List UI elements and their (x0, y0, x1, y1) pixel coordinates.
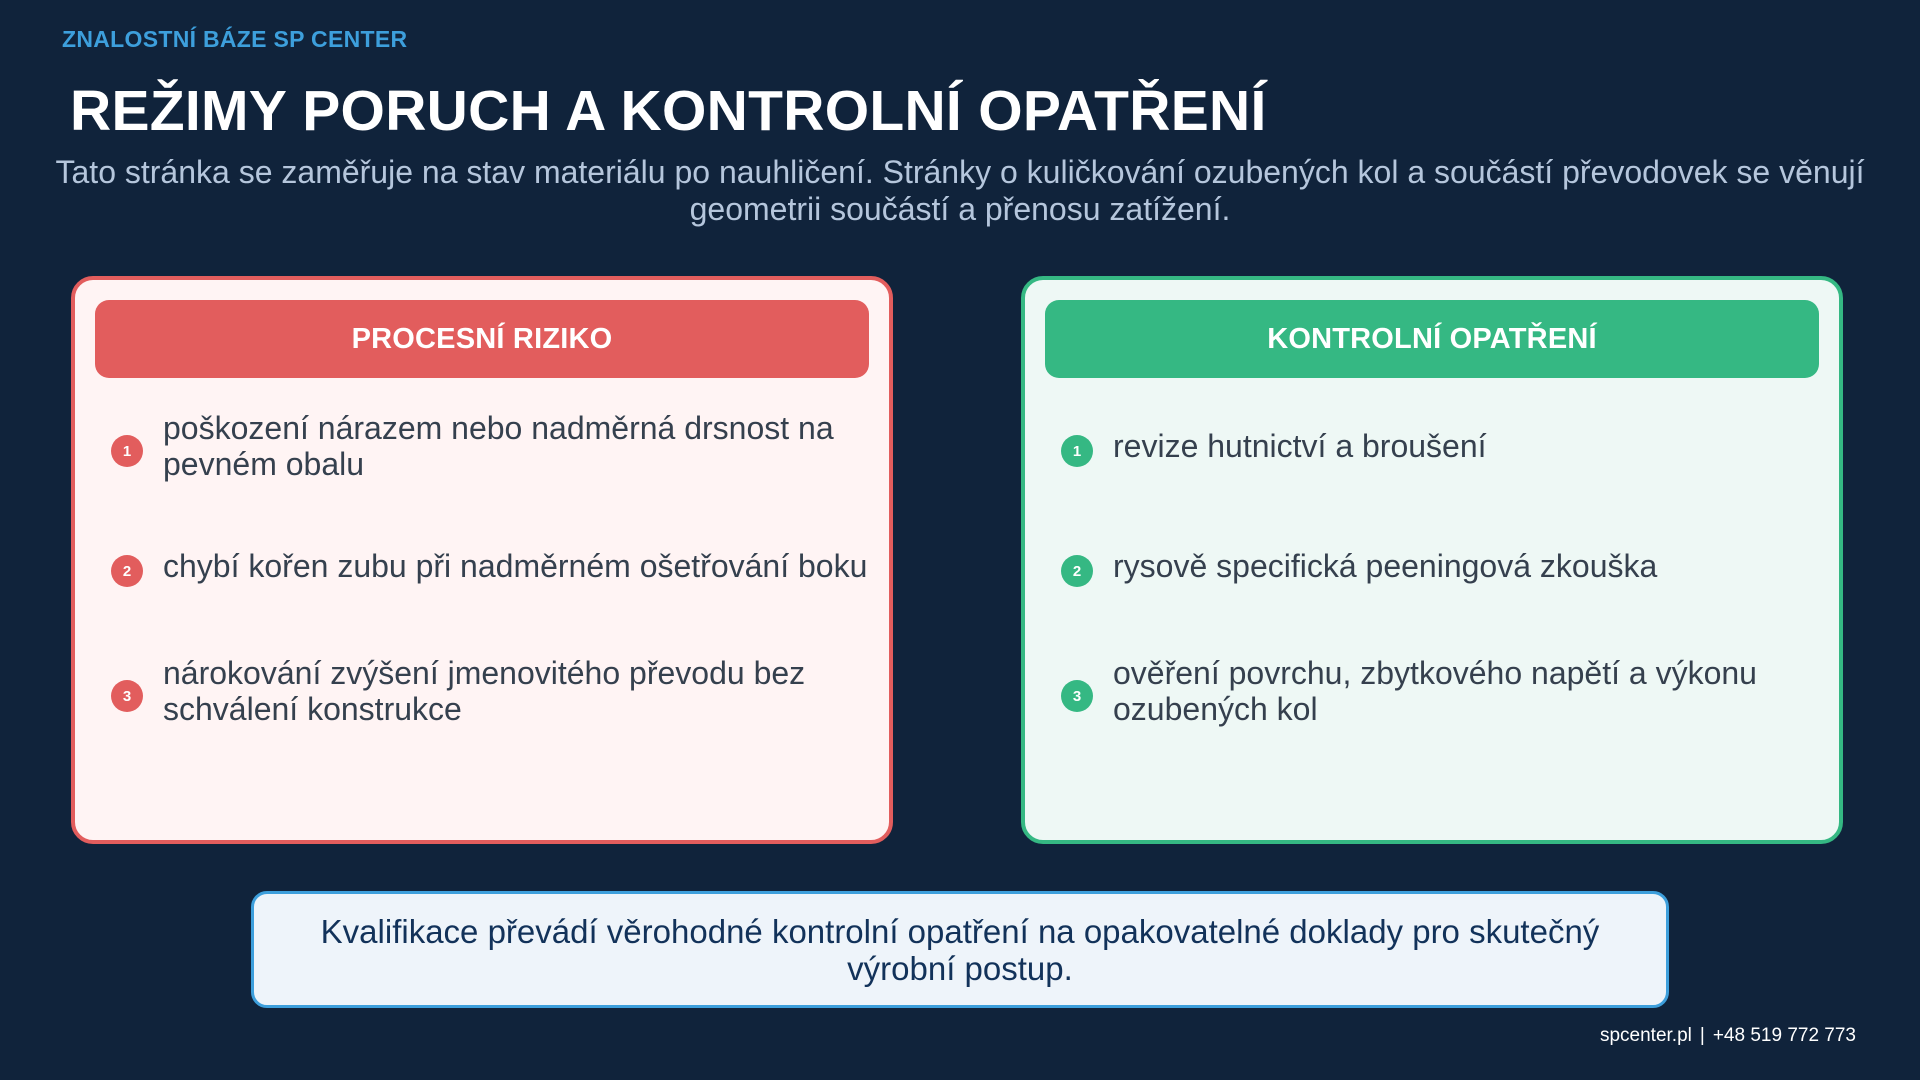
risk-item (111, 406, 875, 486)
control-item-text: rysově specifická peeningová zkouška (1113, 548, 1658, 584)
control-measures-panel (1021, 276, 1843, 844)
control-item-text: revize hutnictví a broušení (1113, 428, 1487, 464)
number-badge: 1 (111, 435, 143, 467)
control-item (1061, 406, 1825, 486)
number-badge: 1 (1061, 435, 1093, 467)
number-badge: 3 (1061, 680, 1093, 712)
control-item (1061, 526, 1825, 606)
footer-separator: | (1699, 1025, 1705, 1046)
process-risk-heading: PROCESNÍ RIZIKO (95, 300, 869, 378)
control-measures-heading: KONTROLNÍ OPATŘENÍ (1045, 300, 1819, 378)
footer-contact (1600, 1025, 1856, 1047)
risk-item (111, 526, 875, 606)
risk-item-text: chybí kořen zubu při nadměrném ošetřování boku (163, 548, 868, 584)
control-item-text: ověření povrchu, zbytkového napětí a výkonu ozubených kol (1113, 655, 1757, 727)
conclusion-box: Kvalifikace převádí věrohodné kontrolní opatření na opakovatelné doklady pro skutečný výrobní postup. (251, 891, 1669, 1008)
number-badge: 2 (111, 555, 143, 587)
risk-item (111, 651, 875, 731)
page-title: REŽIMY PORUCH A KONTROLNÍ OPATŘENÍ (70, 79, 1267, 143)
risk-item-text: nárokování zvýšení jmenovitého převodu bez schválení konstrukce (163, 655, 806, 727)
footer-phone[interactable]: +48 519 772 773 (1712, 1025, 1856, 1046)
number-badge: 3 (111, 680, 143, 712)
control-item (1061, 651, 1825, 731)
process-risk-panel (71, 276, 893, 844)
number-badge: 2 (1061, 555, 1093, 587)
page-subtitle: Tato stránka se zaměřuje na stav materiálu po nauhličení. Stránky o kuličkování ozubených kol a součástí převodovek se věnují geometrii součástí a přenosu zatížení. (55, 154, 1865, 227)
footer-website[interactable]: spcenter.pl (1599, 1025, 1692, 1046)
brand-label: ZNALOSTNÍ BÁZE SP CENTER (62, 26, 408, 52)
risk-item-text: poškození nárazem nebo nadměrná drsnost na pevném obalu (163, 410, 834, 482)
